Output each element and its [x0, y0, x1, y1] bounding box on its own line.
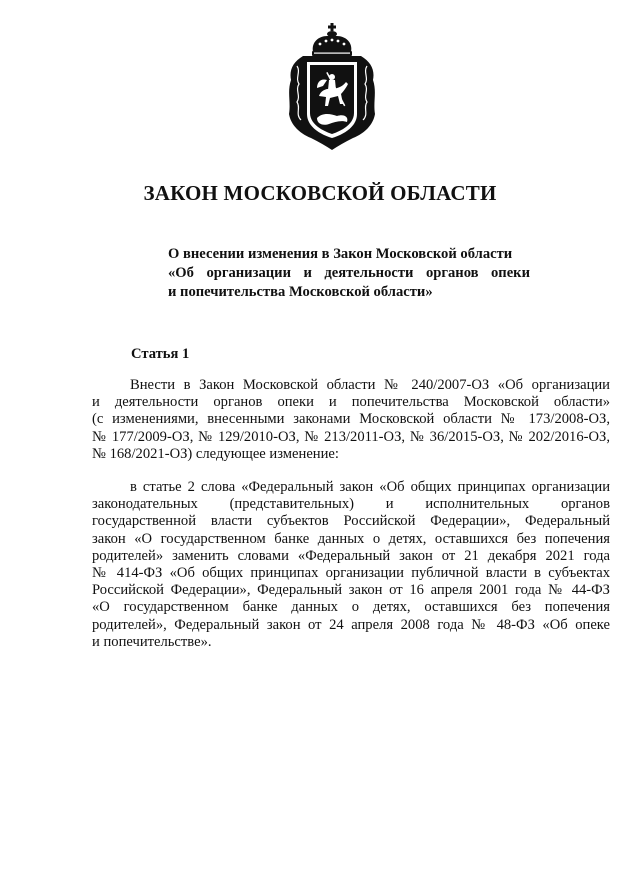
article-heading: Статья 1 — [131, 346, 190, 362]
paragraph-line: «О государственном банке данных о детях, оставшихся без попечения — [92, 599, 610, 616]
paragraph-line: и попечительстве». — [92, 633, 212, 650]
paragraph-line: в статье 2 слова «Федеральный закон «Об общих принципах организации — [130, 479, 610, 495]
paragraph-line: и деятельности органов опеки и попечительства Московской области» — [92, 394, 610, 411]
paragraph-line: (с изменениями, внесенными законами Московской области № 173/2008-ОЗ, — [92, 411, 610, 428]
amendment-paragraph — [92, 479, 610, 651]
paragraph-line: законодательных (представительных) и исполнительных органов — [92, 496, 610, 513]
paragraph-line: родителей», Федеральный закон от 24 апреля 2008 года № 48-ФЗ «Об опеке — [92, 616, 610, 633]
subject-line: «Об организации и деятельности органов опеки — [168, 265, 530, 281]
subject-line: и попечительства Московской области» — [168, 284, 433, 300]
coat-of-arms-icon — [283, 22, 381, 152]
paragraph-line: № 177/2009-ОЗ, № 129/2010-ОЗ, № 213/2011-ОЗ, № 36/2015-ОЗ, № 202/2016-ОЗ, — [92, 428, 610, 445]
paragraph-line: Внести в Закон Московской области № 240/2007-ОЗ «Об организации — [130, 377, 610, 393]
paragraph-line: закон «О государственном банке данных о детях, оставшихся без попечения — [92, 530, 610, 547]
law-subject — [168, 245, 530, 302]
paragraph-line: № 168/2021-ОЗ) следующее изменение: — [92, 445, 339, 462]
subject-line: О внесении изменения в Закон Московской области — [168, 246, 513, 262]
paragraph-line: № 414-ФЗ «Об общих принципах организации публичной власти в субъектах — [92, 565, 610, 582]
article-paragraph — [92, 377, 610, 463]
paragraph-line: родителей» заменить словами «Федеральный закон от 21 декабря 2021 года — [92, 547, 610, 564]
paragraph-line: Российской Федерации», Федеральный закон от 16 апреля 2001 года № 44-ФЗ — [92, 582, 610, 599]
law-title: ЗАКОН МОСКОВСКОЙ ОБЛАСТИ — [143, 181, 497, 205]
paragraph-line: государственной власти субъектов Российской Федерации», Федеральный — [92, 513, 610, 530]
